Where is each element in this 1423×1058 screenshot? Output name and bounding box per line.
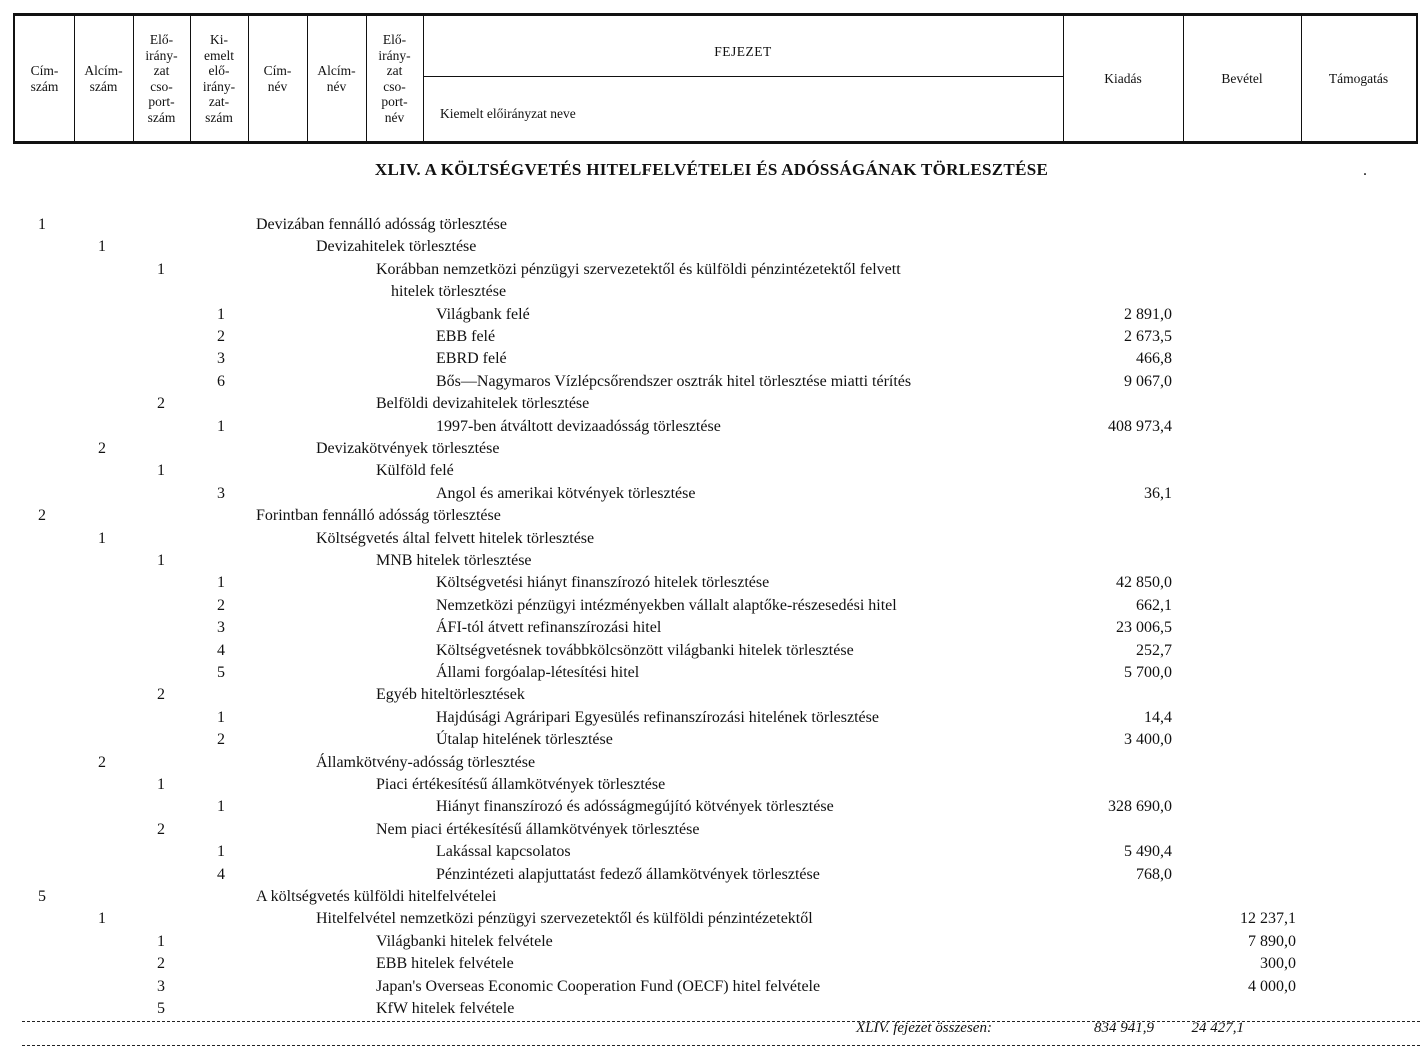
row-number: 2 — [157, 395, 165, 413]
row-number: 1 — [157, 932, 165, 950]
row-number: 1 — [98, 529, 106, 547]
row-kiadas: 2 673,5 — [1124, 328, 1172, 345]
row-number: 6 — [217, 372, 225, 390]
table-row — [0, 395, 1423, 417]
row-label: Lakással kapcsolatos — [436, 843, 571, 861]
row-number: 5 — [217, 664, 225, 681]
row-kiadas: 42 850,0 — [1116, 574, 1172, 592]
row-label: Világbanki hitelek felvétele — [376, 932, 553, 950]
header-eloiranyzat-csoportnev: Elő- irány- zat cso- port- név — [378, 32, 411, 125]
table-row — [0, 507, 1423, 529]
row-label: EBB hitelek felvétele — [376, 955, 514, 973]
table-row — [0, 798, 1423, 820]
table-row — [0, 216, 1423, 238]
chapter-title: XLIV. A KÖLTSÉGVETÉS HITELFELVÉTELEI ÉS ADÓSSÁGÁNAK TÖRLESZTÉSE — [374, 160, 1049, 179]
table-header — [13, 13, 1418, 144]
row-kiadas: 408 973,4 — [1108, 417, 1172, 435]
row-number: 1 — [157, 776, 165, 793]
table-row — [0, 664, 1423, 686]
row-number: 1 — [217, 843, 225, 861]
row-label: Belföldi devizahitelek törlesztése — [376, 395, 590, 413]
row-label: Bős—Nagymaros Vízlépcsőrendszer osztrák hitel törlesztése miatti térítés — [436, 372, 912, 390]
row-number: 2 — [157, 955, 165, 973]
table-row — [0, 933, 1423, 955]
row-label: Költségvetési hiányt finanszírozó hitelek törlesztése — [436, 574, 770, 592]
table-row — [0, 440, 1423, 462]
table-row — [0, 731, 1423, 753]
header-tamogatas: Támogatás — [1328, 70, 1389, 86]
row-label: MNB hitelek törlesztése — [376, 552, 532, 569]
table-row — [0, 776, 1423, 798]
table-row — [0, 642, 1423, 664]
row-number: 2 — [217, 328, 225, 345]
row-number: 5 — [38, 888, 46, 905]
row-label: EBB felé — [436, 328, 496, 345]
row-bevetel: 12 237,1 — [1240, 910, 1296, 928]
header-alcimnev: Alcím- név — [317, 63, 356, 94]
table-row — [0, 978, 1423, 1000]
table-row — [0, 866, 1423, 888]
row-number: 2 — [98, 753, 106, 771]
row-kiadas: 252,7 — [1136, 641, 1172, 659]
table-row — [0, 552, 1423, 574]
header-kiemelt-eloiranyzat-szam: Ki- emelt elő- irány- zat- szám — [202, 32, 236, 125]
row-label: hitelek törlesztése — [391, 283, 507, 301]
table-row — [0, 619, 1423, 641]
row-kiadas: 23 006,5 — [1116, 619, 1172, 637]
row-label: Világbank felé — [436, 305, 530, 323]
total-label: XLIV. fejezet összesen: — [856, 1020, 992, 1036]
row-number: 3 — [157, 977, 165, 995]
header-eloiranyzat-csoportszam: Elő- irány- zat cso- port- szám — [145, 32, 178, 125]
table-row — [0, 462, 1423, 484]
row-kiadas: 9 067,0 — [1124, 372, 1172, 390]
table-row — [0, 843, 1423, 865]
row-number: 1 — [38, 216, 46, 233]
row-label: Külföld felé — [376, 462, 454, 480]
row-kiadas: 14,4 — [1144, 708, 1172, 726]
table-row — [0, 530, 1423, 552]
row-number: 3 — [217, 350, 225, 368]
row-label: Devizakötvények törlesztése — [316, 440, 500, 457]
table-row — [0, 821, 1423, 843]
table-row — [0, 574, 1423, 596]
table-row — [0, 350, 1423, 372]
table-row — [0, 754, 1423, 776]
row-label: ÁFI-tól átvett refinanszírozási hitel — [436, 619, 662, 637]
row-kiadas: 5 490,4 — [1124, 843, 1172, 861]
row-kiadas: 662,1 — [1136, 596, 1172, 614]
row-label: A költségvetés külföldi hitelfelvételei — [256, 888, 497, 905]
row-number: 2 — [157, 686, 165, 704]
table-row — [0, 261, 1423, 283]
row-number: 4 — [217, 641, 225, 659]
row-label: Hiányt finanszírozó és adósságmegújító kötvények törlesztése — [436, 798, 834, 816]
row-bevetel: 4 000,0 — [1248, 977, 1296, 995]
row-number: 1 — [157, 260, 165, 278]
header-kiemelt-nev: Kiemelt előirányzat neve — [440, 106, 576, 121]
row-number: 2 — [157, 820, 165, 838]
row-label: Korábban nemzetközi pénzügyi szervezetektől és külföldi pénzintézetektől felvett — [376, 260, 901, 278]
row-number: 1 — [217, 305, 225, 323]
row-label: EBRD felé — [436, 350, 507, 368]
row-bevetel: 7 890,0 — [1248, 932, 1296, 950]
header-alcimszam: Alcím- szám — [84, 63, 123, 94]
table-row — [0, 283, 1423, 305]
row-label: Költségvetés által felvett hitelek törlesztése — [316, 529, 595, 547]
row-number: 4 — [217, 865, 225, 883]
row-label: Piaci értékesítésű államkötvények törlesztése — [376, 776, 666, 793]
row-kiadas: 2 891,0 — [1124, 305, 1172, 323]
row-number: 1 — [98, 238, 106, 256]
row-kiadas: 3 400,0 — [1124, 731, 1172, 749]
row-label: Pénzintézeti alapjuttatást fedező államkötvények törlesztése — [436, 865, 820, 883]
row-number: 2 — [217, 731, 225, 749]
row-label: Állami forgóalap-létesítési hitel — [436, 664, 640, 681]
header-cimszam: Cím- szám — [30, 63, 59, 94]
row-kiadas: 768,0 — [1136, 865, 1172, 883]
total-kiadas: 834 941,9 — [1094, 1020, 1154, 1036]
row-label: Devizahitelek törlesztése — [316, 238, 477, 256]
row-label: Nemzetközi pénzügyi intézményekben vállalt alaptőke-részesedési hitel — [436, 596, 897, 614]
total-bevetel: 24 427,1 — [1191, 1020, 1244, 1036]
table-row — [0, 686, 1423, 708]
row-label: Hajdúsági Agráripari Egyesülés refinanszírozási hitelének törlesztése — [436, 708, 879, 726]
table-row — [0, 1000, 1423, 1022]
row-number: 1 — [98, 910, 106, 928]
row-label: KfW hitelek felvétele — [376, 1000, 515, 1017]
header-bevetel: Bevétel — [1221, 70, 1263, 86]
row-label: Japan's Overseas Economic Cooperation Fund (OECF) hitel felvétele — [376, 977, 821, 995]
row-label: Egyéb hiteltörlesztések — [376, 686, 525, 704]
table-row — [0, 485, 1423, 507]
row-label: Devizában fennálló adósság törlesztése — [256, 216, 508, 233]
row-kiadas: 328 690,0 — [1108, 798, 1172, 816]
table-row — [0, 238, 1423, 260]
row-number: 5 — [157, 1000, 165, 1017]
table-row — [0, 910, 1423, 932]
header-fejezet: FEJEZET — [714, 44, 772, 59]
row-number: 2 — [217, 596, 225, 614]
row-label: Forintban fennálló adósság törlesztése — [256, 507, 501, 525]
row-label: Államkötvény-adósság törlesztése — [316, 753, 536, 771]
row-number: 2 — [38, 507, 46, 525]
row-kiadas: 466,8 — [1136, 350, 1172, 368]
table-row — [0, 709, 1423, 731]
table-row — [0, 597, 1423, 619]
row-label: Nem piaci értékesítésű államkötvények törlesztése — [376, 820, 700, 838]
row-label: Hitelfelvétel nemzetközi pénzügyi szervezetektől és külföldi pénzintézetektől — [316, 910, 813, 928]
row-number: 1 — [217, 798, 225, 816]
row-label: Angol és amerikai kötvények törlesztése — [436, 484, 696, 502]
row-number: 1 — [157, 552, 165, 569]
row-number: 3 — [217, 484, 225, 502]
row-kiadas: 5 700,0 — [1124, 664, 1172, 681]
row-number: 1 — [217, 708, 225, 726]
row-kiadas: 36,1 — [1144, 484, 1172, 502]
row-number: 1 — [217, 574, 225, 592]
row-number: 2 — [98, 440, 106, 457]
row-label: Költségvetésnek továbbkölcsönzött világbanki hitelek törlesztése — [436, 641, 854, 659]
row-label: 1997-ben átváltott devizaadósság törlesztése — [436, 417, 721, 435]
row-number: 3 — [217, 619, 225, 637]
row-label: Útalap hitelének törlesztése — [436, 731, 613, 749]
row-number: 1 — [157, 462, 165, 480]
table-row — [0, 373, 1423, 395]
table-row — [0, 888, 1423, 910]
header-cimnev: Cím- név — [263, 63, 292, 94]
table-row — [0, 955, 1423, 977]
header-kiadas: Kiadás — [1104, 70, 1142, 86]
table-row — [0, 418, 1423, 440]
table-row — [0, 306, 1423, 328]
row-number: 1 — [217, 417, 225, 435]
row-bevetel: 300,0 — [1260, 955, 1296, 973]
table-row — [0, 328, 1423, 350]
